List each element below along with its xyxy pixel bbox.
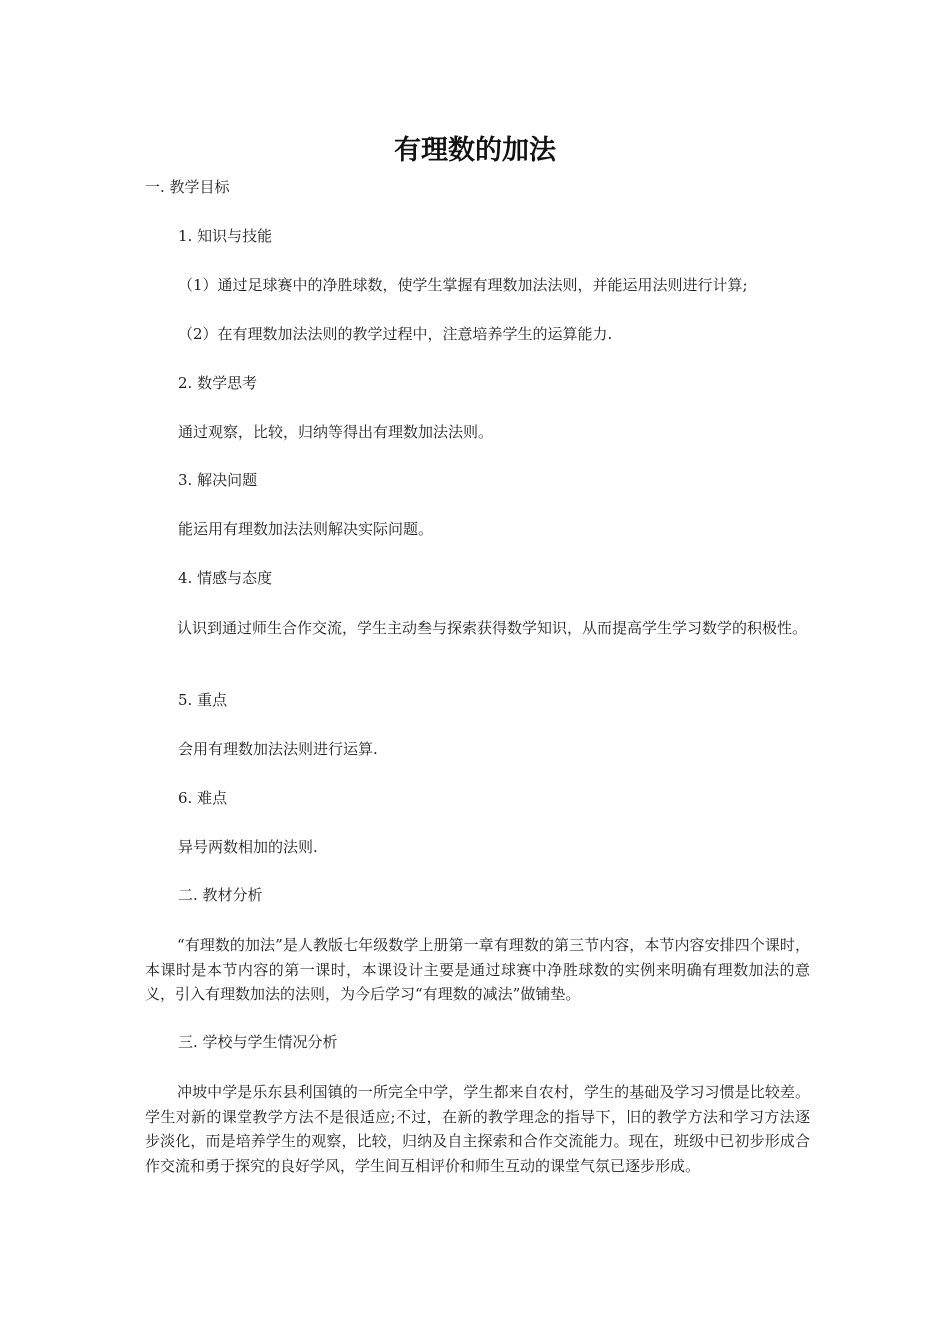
subheading-key-point: 5. 重点 xyxy=(178,691,228,709)
difficulty-text: 异号两数相加的法则. xyxy=(178,838,318,856)
key-point-text: 会用有理数加法法则进行运算. xyxy=(178,740,378,758)
subheading-attitude: 4. 情感与态度 xyxy=(178,569,273,587)
goal-item-1: （1）通过足球赛中的净胜球数，使学生掌握有理数加法法则，并能运用法则进行计算; xyxy=(178,276,748,294)
problem-solving-text: 能运用有理数加法法则解决实际问题。 xyxy=(178,520,434,538)
section-heading-school-analysis: 三. 学校与学生情况分析 xyxy=(178,1033,338,1051)
subheading-knowledge-skills: 1. 知识与技能 xyxy=(178,227,273,245)
school-analysis-text: 冲坡中学是乐东县利国镇的一所完全中学，学生都来自农村，学生的基础及学习习惯是比较差。学生对新的课堂教学方法不是很适应;不过，在新的教学理念的指导下，旧的教学方法和学习方法逐步淡化，而是培养学生的观察，比较，归纳及自主探索和合作交流能力。现在，班级中已初步形成合作交流和勇于探究的良好学风，学生间互相评价和师生互动的课堂气氛已逐步形成。 xyxy=(145,1083,810,1175)
math-thinking-text: 通过观察，比较，归纳等得出有理数加法法则。 xyxy=(178,423,494,441)
subheading-math-thinking: 2. 数学思考 xyxy=(178,374,258,392)
subheading-difficulty: 6. 难点 xyxy=(178,789,228,807)
section-heading-material-analysis: 二. 教材分析 xyxy=(178,886,263,904)
subheading-problem-solving: 3. 解决问题 xyxy=(178,471,258,489)
goal-item-2: （2）在有理数加法法则的教学过程中，注意培养学生的运算能力. xyxy=(178,325,613,343)
page-title: 有理数的加法 xyxy=(394,135,556,166)
section-heading-teaching-goals: 一. 教学目标 xyxy=(145,178,230,196)
material-analysis-text: “有理数的加法”是人教版七年级数学上册第一章有理数的第三节内容，本节内容安排四个课时，本课时是本节内容的第一课时，本课设计主要是通过球赛中净胜球数的实例来明确有理数加法的意义，引入有理数加法的法则，为今后学习“有理数的减法”做铺垫。 xyxy=(145,936,810,1003)
attitude-text: 认识到通过师生合作交流，学生主动叁与探索获得数学知识，从而提高学生学习数学的积极性。 xyxy=(177,619,808,637)
